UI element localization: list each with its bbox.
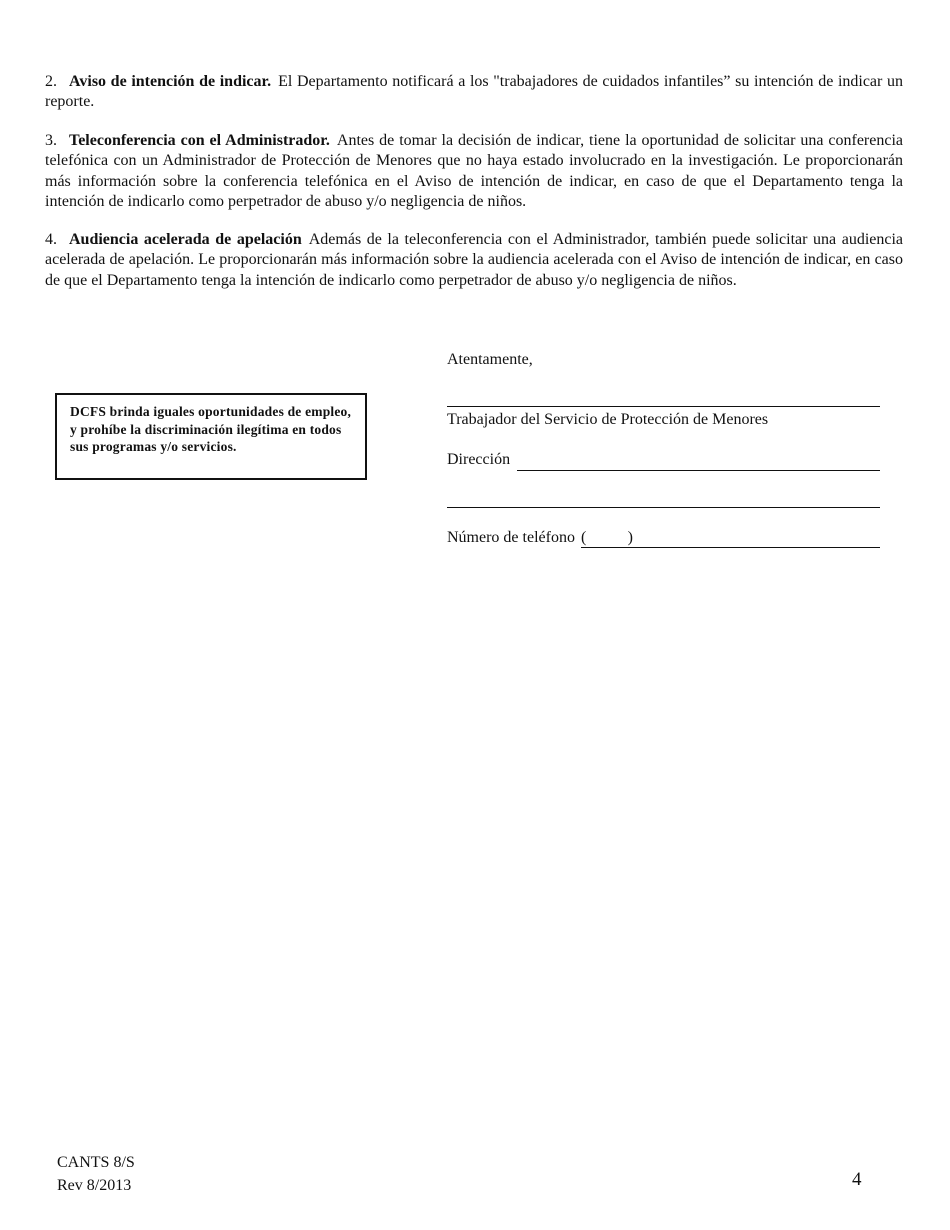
- eeo-notice-text: DCFS brinda iguales oportunidades de empleo, y prohíbe la discriminación ilegítima en todos sus programas y/o servicios.: [70, 404, 352, 455]
- address-blank-line: [517, 449, 880, 471]
- paragraph-2-title: Aviso de intención de indicar.: [69, 73, 272, 90]
- form-id: CANTS 8/S: [57, 1154, 135, 1171]
- phone-area-code-blank: [581, 527, 633, 548]
- address-second-blank-line: [447, 507, 880, 508]
- phone-paren-open: (: [580, 529, 587, 546]
- paragraph-3-title: Teleconferencia con el Administrador.: [69, 132, 330, 149]
- paragraph-2: [45, 72, 903, 113]
- paragraph-2-body: El Departamento notificará a los "trabajadores de cuidados infantiles” su intención de indicar un reporte.: [45, 73, 903, 111]
- signer-title: Trabajador del Servicio de Protección de Menores: [447, 411, 769, 428]
- phone-label: Número de teléfono: [447, 529, 575, 546]
- paragraph-4-number: 4.: [45, 231, 57, 248]
- signature-line-block: [447, 406, 880, 430]
- paragraph-4: [45, 230, 903, 291]
- paragraph-4-body: Además de la teleconferencia con el Administrador, también puede solicitar una audiencia acelerada de apelación. Le proporcionarán más información sobre la audiencia acelerada con el Aviso de intención de indicar, en caso de que el Departamento tenga la intención de indicarlo como perpetrador de abuso y/o negligencia de niños.: [45, 231, 904, 289]
- paragraph-3-number: 3.: [45, 132, 57, 149]
- footer-form-info: [57, 1152, 135, 1197]
- salutation: Atentamente,: [447, 351, 533, 368]
- paragraph-4-title: Audiencia acelerada de apelación: [69, 231, 302, 248]
- paragraph-3: [45, 131, 903, 213]
- eeo-notice-box: [55, 393, 367, 480]
- page-number: 4: [852, 1169, 862, 1190]
- address-field-row: [447, 449, 880, 471]
- paragraph-2-number: 2.: [45, 73, 57, 90]
- phone-field-row: [447, 527, 880, 548]
- address-label: Dirección: [447, 451, 511, 468]
- phone-blank-line: [633, 527, 880, 548]
- paragraph-3-body: Antes de tomar la decisión de indicar, tiene la oportunidad de solicitar una conferencia telefónica con un Administrador de Protección de Menores que no haya estado involucrado en la investigación. Le proporcionarán más información sobre la conferencia telefónica en el Aviso de intención de indicar, en caso de que el Departamento tenga la intención de indicarlo como perpetrador de abuso y/o negligencia de niños.: [45, 132, 904, 211]
- form-revision: Rev 8/2013: [57, 1176, 132, 1194]
- phone-paren-close: ): [627, 529, 633, 546]
